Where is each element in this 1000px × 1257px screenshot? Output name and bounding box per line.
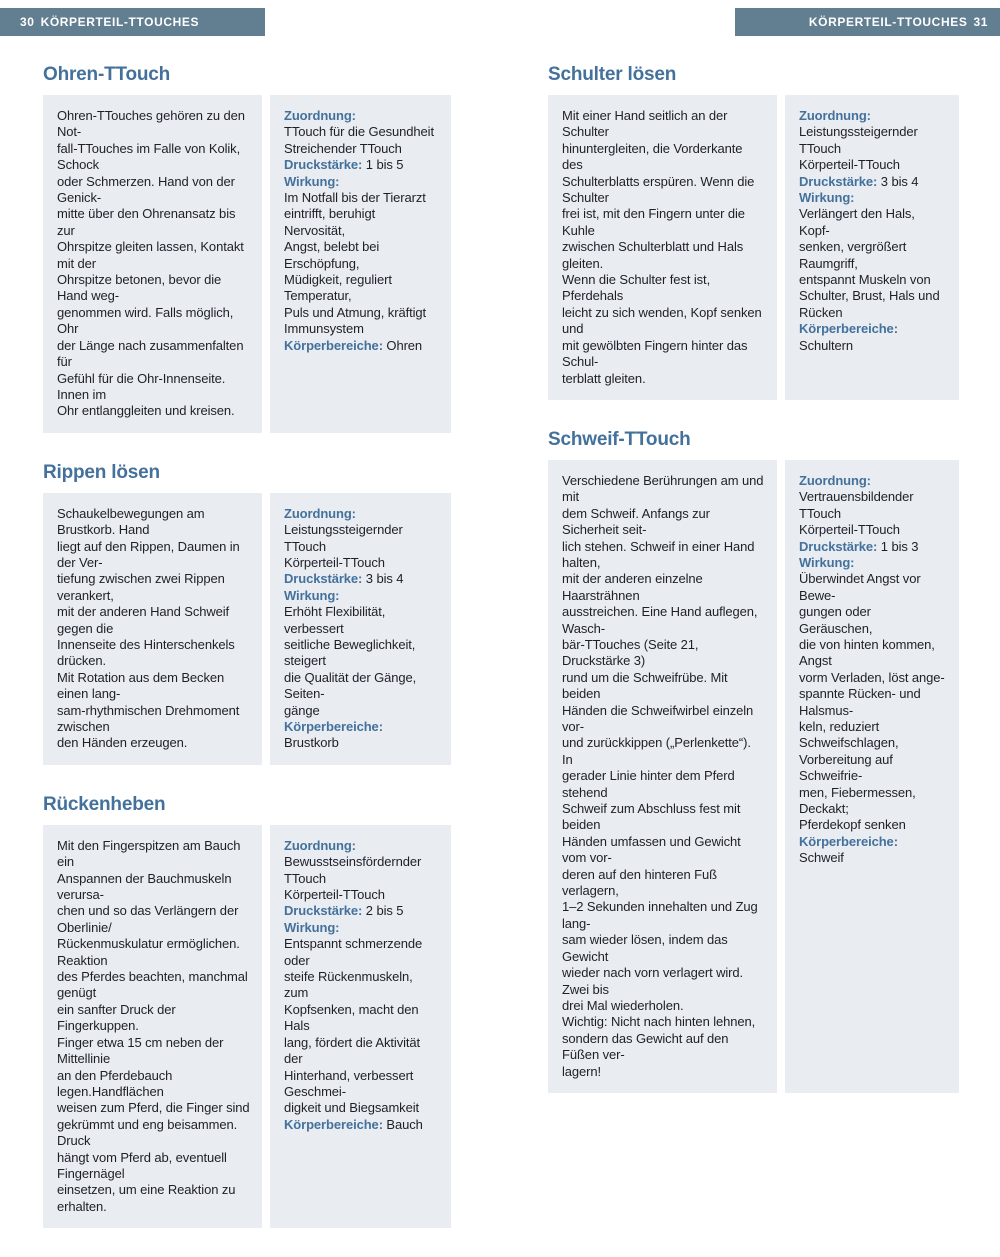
info-line (799, 555, 947, 571)
info-line: Druckstärke: 3 bis 4 (284, 571, 404, 587)
running-head-left (0, 8, 265, 36)
info-line: Schulter, Brust, Hals und (799, 288, 940, 304)
info-line: Rücken (799, 304, 843, 320)
body-line: mit gewölbten Fingern hinter das Schul- (562, 337, 748, 370)
info-label: Druckstärke: (284, 903, 363, 919)
body-line: lagern! (562, 1063, 602, 1079)
info-line: lang, fördert die Aktivität der (284, 1034, 421, 1067)
info-label: Druckstärke: (284, 157, 363, 173)
info-line: Druckstärke: 3 bis 4 (799, 173, 919, 189)
body-line: sam-rhythmischen Drehmoment zwischen (57, 702, 240, 734)
body-line: Schweif zum Abschluss fest mit beiden (562, 801, 741, 833)
body-line: leicht zu sich wenden, Kopf senken und (562, 304, 762, 337)
info-line: Körperteil-TTouch (284, 887, 385, 903)
info-line: eintrifft, beruhigt Nervosität, (284, 206, 376, 238)
info-line: Druckstärke: 2 bis 5 (284, 903, 404, 919)
body-line: terblatt gleiten. (562, 370, 646, 386)
info-line: Entspannt schmerzende oder (284, 936, 423, 968)
body-line: Innenseite des Hinterschenkels drücken. (57, 636, 235, 669)
info-line (799, 473, 947, 489)
body-line: Anspannen der Bauchmuskeln verursa- (57, 870, 232, 903)
section-heading: Schulter lösen (548, 64, 677, 85)
info-label: Druckstärke: (799, 538, 878, 554)
info-line: Körperteil-TTouch (799, 157, 900, 173)
info-label: Körperbereiche: (284, 1116, 383, 1132)
info-line: Verlängert den Hals, Kopf- (799, 206, 915, 238)
body-line: genommen wird. Falls möglich, Ohr (57, 304, 234, 337)
info-line (799, 834, 947, 850)
section-info (785, 95, 959, 400)
info-label: Zuordnung: (284, 837, 356, 853)
body-line: dem Schweif. Anfangs zur Sicherheit seit- (562, 505, 710, 538)
section-info (270, 493, 451, 765)
info-label: Druckstärke: (799, 173, 878, 189)
info-label: Wirkung: (799, 554, 855, 570)
info-line (284, 838, 439, 854)
section-info (270, 825, 451, 1228)
info-label: Wirkung: (799, 190, 855, 206)
info-label: Druckstärke: (284, 571, 363, 587)
running-head-right (735, 8, 1000, 36)
body-line: mitte über den Ohrenansatz bis zur (57, 206, 236, 238)
body-line: fall-TTouches im Falle von Kolik, Schock (57, 140, 241, 173)
body-line: Händen umfassen und Gewicht vom vor- (562, 833, 741, 866)
section (548, 64, 959, 400)
info-line: Vertrauensbildender TTouch (799, 489, 914, 521)
info-label: Zuordnung: (799, 472, 871, 488)
info-line: Leistungssteigernder TTouch (284, 522, 403, 554)
body-line: den Händen erzeugen. (57, 735, 188, 751)
body-line: und zurückkippen („Perlenkette“). In (562, 735, 751, 767)
body-line: Schaukelbewegungen am Brustkorb. Hand (57, 505, 205, 538)
info-line: keln, reduziert Schweifschlagen, (799, 719, 899, 751)
body-line: frei ist, mit den Fingern unter die Kuhle (562, 206, 745, 238)
body-line: tiefung zwischen zwei Rippen verankert, (57, 571, 225, 603)
info-label: Körperbereiche: (284, 337, 383, 353)
section-boxes (548, 460, 959, 1093)
info-label: Zuordnung: (799, 108, 871, 123)
info-label: Zuordnung: (284, 505, 356, 521)
info-line: Leistungssteigernder TTouch (799, 124, 918, 156)
running-head-right-title: KÖRPERTEIL-TTOUCHES (808, 15, 968, 29)
info-line: men, Fiebermessen, Deckakt; (799, 784, 916, 817)
body-line: Wenn die Schulter fest ist, Pferdehals (562, 272, 711, 304)
info-line: steife Rückenmuskeln, zum (284, 969, 413, 1001)
body-line: einsetzen, um eine Reaktion zu erhalten. (57, 1182, 236, 1214)
info-line: Überwindet Angst vor Bewe- (799, 571, 921, 603)
page-number-left: 30 (20, 15, 35, 29)
section-heading: Rippen lösen (43, 461, 160, 483)
body-line: Gefühl für die Ohr-Innenseite. Innen im (57, 370, 226, 402)
section-boxes (43, 493, 451, 765)
info-label: Körperbereiche: (799, 833, 898, 849)
body-line: an den Pferdebauch legen.Handflächen (57, 1067, 173, 1099)
info-line: senken, vergrößert Raumgriff, (799, 239, 907, 271)
page-right (548, 36, 959, 1257)
info-line: Kopfsenken, macht den Hals (284, 1001, 419, 1034)
page-left (43, 36, 451, 1257)
info-line (284, 920, 439, 936)
info-line (799, 108, 947, 124)
section-info (785, 460, 959, 1093)
info-line: Erhöht Flexibilität, verbessert (284, 604, 386, 636)
spread (43, 36, 959, 1257)
body-line: Händen die Schweifwirbel einzeln vor- (562, 702, 754, 734)
body-line: Rückenmuskulatur ermöglichen. Reaktion (57, 936, 240, 968)
body-line: hängt vom Pferd ab, eventuell Fingernägel (57, 1149, 227, 1181)
info-line (284, 588, 439, 604)
body-line: mit der anderen einzelne Haarsträhnen (562, 571, 703, 603)
info-line: Schultern (799, 337, 854, 353)
section-boxes (548, 95, 959, 400)
info-line: Im Notfall bis der Tierarzt (284, 190, 426, 206)
info-line: Müdigkeit, reguliert Temperatur, (284, 272, 392, 304)
body-line: gerader Linie hinter dem Pferd stehend (562, 768, 735, 800)
info-line: entspannt Muskeln von (799, 272, 931, 288)
body-line: ein sanfter Druck der Fingerkuppen. (57, 1001, 176, 1034)
info-line: gungen oder Geräuschen, (799, 604, 873, 636)
info-line: Streichender TTouch (284, 140, 402, 156)
info-line: Puls und Atmung, kräftigt (284, 304, 427, 320)
info-line (799, 190, 947, 206)
body-line: oder Schmerzen. Hand von der Genick- (57, 173, 235, 206)
section (43, 462, 451, 765)
section-heading: Rückenheben (43, 793, 166, 815)
section-body (43, 493, 262, 765)
info-line: Körperteil-TTouch (284, 554, 385, 570)
info-line: Pferdekopf senken (799, 817, 906, 833)
info-line: Vorbereitung auf Schweifrie- (799, 751, 893, 784)
info-label: Wirkung: (284, 587, 340, 603)
info-line (284, 108, 439, 124)
section-body (43, 95, 262, 433)
section-body (43, 825, 262, 1228)
info-label: Körperbereiche: (799, 321, 898, 337)
body-line: des Pferdes beachten, manchmal genügt (57, 969, 248, 1001)
info-line: vorm Verladen, löst ange- (799, 669, 945, 685)
section (548, 429, 959, 1093)
body-line: Verschiedene Berührungen am und mit (562, 472, 764, 505)
body-line: gekrümmt und eng beisammen. Druck (57, 1116, 238, 1149)
section-body (548, 95, 777, 400)
body-line: Ohr entlanggleiten und kreisen. (57, 403, 235, 419)
body-line: Ohrspitze gleiten lassen, Kontakt mit der (57, 239, 244, 271)
info-line: TTouch für die Gesundheit (284, 124, 434, 140)
info-line: Druckstärke: 1 bis 5 (284, 157, 404, 173)
body-line: Schulterblatts erspüren. Wenn die Schulter (562, 173, 755, 206)
body-line: drei Mal wiederholen. (562, 997, 684, 1013)
section-boxes (43, 95, 451, 433)
body-line: Mit den Fingerspitzen am Bauch ein (57, 837, 241, 870)
body-line: liegt auf den Rippen, Daumen in der Ver- (57, 538, 240, 570)
page-number-right: 31 (973, 15, 988, 29)
info-line: Hinterhand, verbessert Geschmei- (284, 1067, 414, 1099)
body-line: Ohrspitze betonen, bevor die Hand weg- (57, 272, 222, 304)
section-heading: Schweif-TTouch (548, 428, 691, 450)
info-line: die Qualität der Gänge, Seiten- (284, 669, 417, 702)
body-line: Mit einer Hand seitlich an der Schulter (562, 108, 728, 140)
body-line: wieder nach vorn verlagert wird. Zwei bis (562, 965, 744, 997)
body-line: bär-TTouches (Seite 21, Druckstärke 3) (562, 636, 699, 669)
section-heading: Ohren-TTouch (43, 64, 171, 85)
info-line: Angst, belebt bei Erschöpfung, (284, 239, 380, 271)
section-info (270, 95, 451, 433)
info-label: Zuordnung: (284, 108, 356, 123)
info-line: spannte Rücken- und Halsmus- (799, 686, 921, 718)
running-head-left-title: KÖRPERTEIL-TTOUCHES (40, 15, 200, 29)
info-line: Körperbereiche: Bauch (284, 1116, 423, 1132)
info-line: Druckstärke: 1 bis 3 (799, 538, 919, 554)
section (43, 64, 451, 433)
section-boxes (43, 825, 451, 1228)
info-line (284, 174, 439, 190)
body-line: lich stehen. Schweif in einer Hand halten, (562, 538, 755, 570)
body-line: chen und so das Verlängern der Oberlinie/ (57, 903, 239, 935)
body-line: mit der anderen Hand Schweif gegen die (57, 604, 230, 636)
body-line: 1–2 Sekunden innehalten und Zug lang- (562, 899, 758, 931)
body-line: Ohren-TTouches gehören zu den Not- (57, 108, 245, 140)
info-line (284, 506, 439, 522)
body-line: sam wieder lösen, indem das Gewicht (562, 932, 728, 964)
body-line: zwischen Schulterblatt und Hals gleiten. (562, 239, 744, 271)
info-line: die von hinten kommen, Angst (799, 636, 935, 669)
body-line: rund um die Schweifrübe. Mit beiden (562, 669, 728, 702)
body-line: Mit Rotation aus dem Becken einen lang- (57, 669, 225, 702)
body-line: Finger etwa 15 cm neben der Mittellinie (57, 1034, 224, 1067)
info-label: Körperbereiche: (284, 719, 383, 734)
info-line: Körperteil-TTouch (799, 522, 900, 538)
info-line: Körperbereiche: Ohren (284, 337, 423, 353)
body-line: der Länge nach zusammenfalten für (57, 337, 244, 370)
info-line (799, 321, 947, 337)
info-line: digkeit und Biegsamkeit (284, 1100, 420, 1116)
section (43, 794, 451, 1228)
body-line: hinuntergleiten, die Vorderkante des (562, 140, 743, 173)
section-body (548, 460, 777, 1093)
body-line: ausstreichen. Eine Hand auflegen, Wasch- (562, 604, 758, 636)
info-line: Körperbereiche: Brustkorb (284, 719, 383, 751)
info-line: Schweif (799, 850, 844, 866)
body-line: sondern das Gewicht auf den Füßen ver- (562, 1030, 729, 1063)
info-label: Wirkung: (284, 173, 340, 189)
info-line: seitliche Beweglichkeit, steigert (284, 636, 416, 669)
body-line: deren auf den hinteren Fuß verlagern, (562, 866, 717, 899)
info-line: gänge (284, 702, 320, 718)
body-line: Wichtig: Nicht nach hinten lehnen, (562, 1014, 756, 1030)
body-line: weisen zum Pferd, die Finger sind (57, 1100, 250, 1116)
info-line: Immunsystem (284, 321, 364, 337)
info-label: Wirkung: (284, 919, 340, 935)
info-line: Bewusstseinsfördernder TTouch (284, 854, 422, 886)
